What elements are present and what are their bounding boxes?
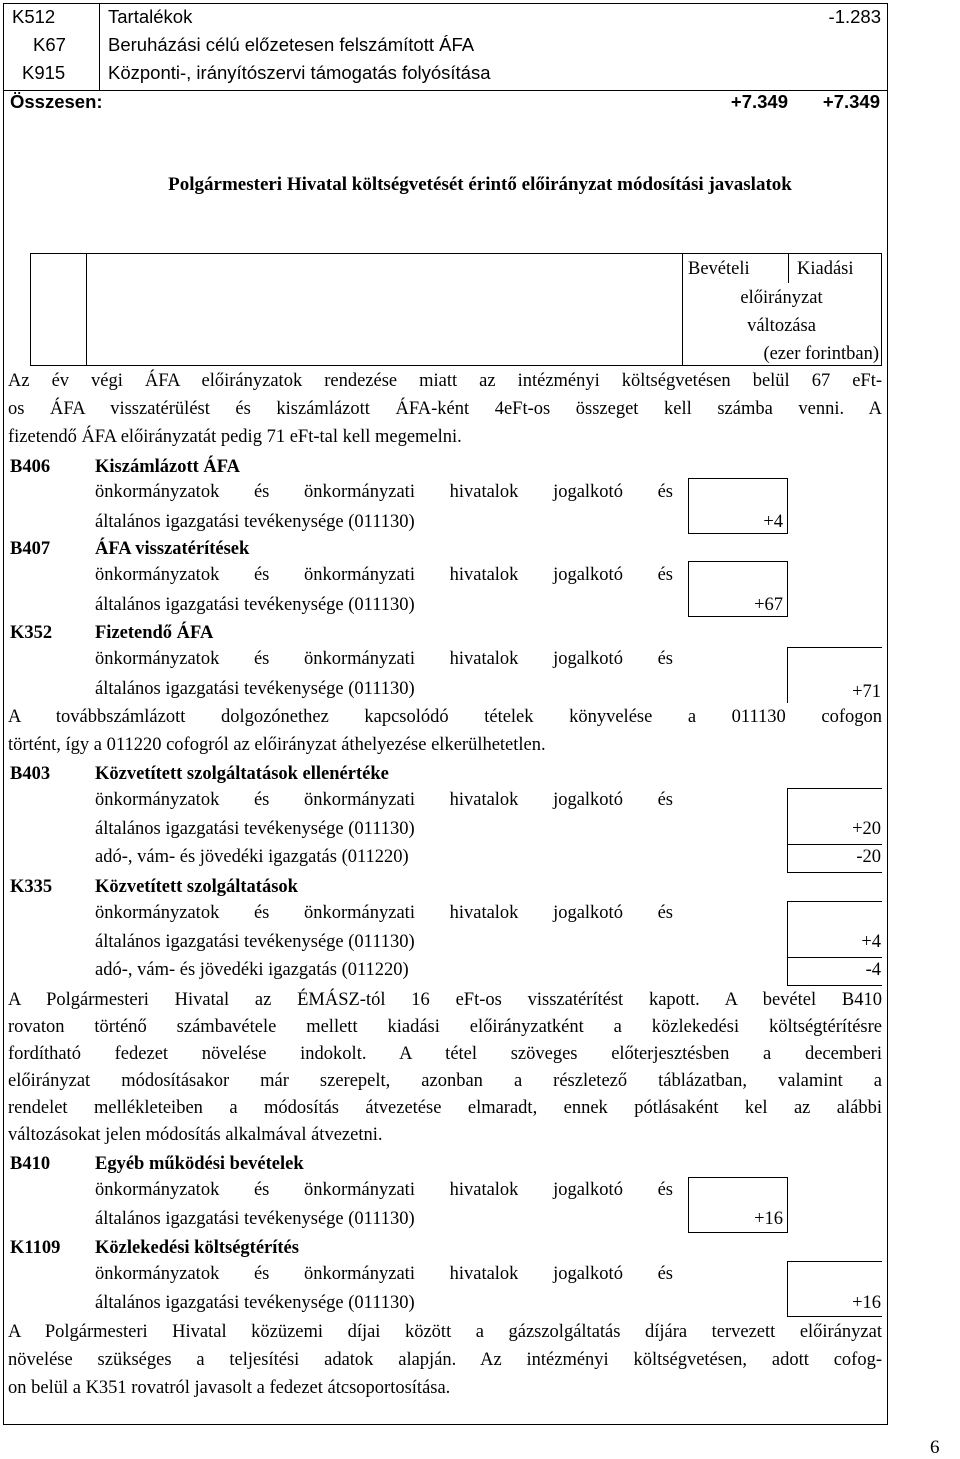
item-code: B410 <box>10 1154 51 1174</box>
item-code: K352 <box>10 623 53 643</box>
row-name: Tartalékok <box>108 6 193 27</box>
item-revenue: +67 <box>754 595 783 615</box>
paragraph-line: on belül a K351 rovatról javasolt a fedezet átcsoportosítása. <box>8 1378 451 1398</box>
item-desc: általános igazgatási tevékenysége (011130) <box>95 679 415 699</box>
paragraph-line: történt, így a 011220 cofogról az előirányzat áthelyezése elkerülhetetlen. <box>8 735 546 755</box>
paragraph-line: Az év végi ÁFA előirányzatok rendezése miatt az intézményi költségvetésen belül 67 eFt- <box>8 371 882 391</box>
total-revenue: +7.349 <box>730 91 788 112</box>
item-code: B407 <box>10 539 51 559</box>
item-title: ÁFA visszatérítések <box>95 539 250 559</box>
item-title: Közvetített szolgáltatások ellenértéke <box>95 764 389 784</box>
page-number: 6 <box>930 1437 940 1458</box>
item-desc: adó-, vám- és jövedéki igazgatás (011220) <box>95 847 409 867</box>
item-desc: általános igazgatási tevékenysége (011130) <box>95 512 415 532</box>
item-title: Közvetített szolgáltatások <box>95 877 298 897</box>
item-desc: önkormányzatok és önkormányzati hivatalok jogalkotó és <box>95 1180 673 1200</box>
paragraph-line: rovaton történő számbavétele mellett kiadási előirányzatként a közlekedési költségtérítésre <box>8 1017 882 1037</box>
paragraph-line: növelése szükséges a teljesítési adatok alapján. Az intézményi költségvetésen, adott cofog- <box>8 1350 882 1370</box>
item-desc: önkormányzatok és önkormányzati hivatalok jogalkotó és <box>95 790 673 810</box>
row-code: K67 <box>33 34 66 55</box>
row-code: K512 <box>12 6 56 27</box>
row-name: Központi-, irányítószervi támogatás folyósítása <box>108 62 491 83</box>
item-code: B403 <box>10 764 51 784</box>
paragraph-line: fordítható fedezet növelése indokolt. A tétel szöveges előterjesztésben a decemberi <box>8 1044 882 1064</box>
item-desc: önkormányzatok és önkormányzati hivatalok jogalkotó és <box>95 565 673 585</box>
total-label: Összesen: <box>10 91 103 112</box>
row-code: K915 <box>22 62 66 83</box>
item-expense: +4 <box>861 932 881 952</box>
header-expense: Kiadási <box>797 259 854 279</box>
item-desc: általános igazgatási tevékenysége (011130) <box>95 1293 415 1313</box>
item-code: B406 <box>10 457 51 477</box>
header-unit: (ezer forintban) <box>763 344 879 364</box>
item-revenue: +4 <box>763 512 783 532</box>
item-expense: -4 <box>865 960 881 980</box>
item-code: K335 <box>10 877 53 897</box>
item-desc: önkormányzatok és önkormányzati hivatalok jogalkotó és <box>95 482 673 502</box>
item-title: Közlekedési költségtérítés <box>95 1238 299 1258</box>
item-title: Fizetendő ÁFA <box>95 623 214 643</box>
paragraph-line: A továbbszámlázott dolgozónethez kapcsolódó tételek könyvelése a 011130 cofogon <box>8 707 882 727</box>
item-title: Egyéb működési bevételek <box>95 1154 304 1174</box>
paragraph-line: fizetendő ÁFA előirányzatát pedig 71 eFt-tal kell megemelni. <box>8 427 462 447</box>
paragraph-line: előirányzat módosításakor már szerepelt, azonban a részletező táblázatban, valamint a <box>8 1071 882 1091</box>
paragraph-line: os ÁFA visszatérülést és kiszámlázott ÁFA-ként 4eFt-os összeget kell számba venni. A <box>8 399 882 419</box>
item-desc: önkormányzatok és önkormányzati hivatalok jogalkotó és <box>95 903 673 923</box>
item-code: K1109 <box>10 1238 61 1258</box>
header-revenue: Bevételi <box>688 259 750 279</box>
item-desc: önkormányzatok és önkormányzati hivatalok jogalkotó és <box>95 649 673 669</box>
item-desc: általános igazgatási tevékenysége (011130) <box>95 595 415 615</box>
item-desc: önkormányzatok és önkormányzati hivatalok jogalkotó és <box>95 1264 673 1284</box>
row-value: -1.283 <box>828 6 881 27</box>
item-expense: -20 <box>856 847 881 867</box>
row-name: Beruházási célú előzetesen felszámított ÁFA <box>108 34 475 55</box>
item-desc: általános igazgatási tevékenysége (011130) <box>95 819 415 839</box>
paragraph-line: változásokat jelen módosítás alkalmával átvezetni. <box>8 1125 383 1145</box>
item-expense: +71 <box>852 682 881 702</box>
item-expense: +16 <box>852 1293 881 1313</box>
item-expense: +20 <box>852 819 881 839</box>
paragraph-line: A Polgármesteri Hivatal az ÉMÁSZ-tól 16 eFt-os visszatérítést kapott. A bevétel B410 <box>8 990 882 1010</box>
item-title: Kiszámlázott ÁFA <box>95 457 241 477</box>
item-desc: adó-, vám- és jövedéki igazgatás (011220) <box>95 960 409 980</box>
item-desc: általános igazgatási tevékenysége (011130) <box>95 932 415 952</box>
paragraph-line: rendelet mellékleteiben a módosítás átvezetése elmaradt, ennek pótlásaként kel az alábbi <box>8 1098 882 1118</box>
header-line: előirányzat <box>740 288 823 308</box>
item-desc: általános igazgatási tevékenysége (011130) <box>95 1209 415 1229</box>
page-title: Polgármesteri Hivatal költségvetését érintő előirányzat módosítási javaslatok <box>168 174 792 195</box>
header-line: változása <box>747 316 816 336</box>
total-expense: +7.349 <box>822 91 880 112</box>
item-revenue: +16 <box>754 1209 783 1229</box>
paragraph-line: A Polgármesteri Hivatal közüzemi díjai között a gázszolgáltatás díjára tervezett előirányzat <box>8 1322 882 1342</box>
